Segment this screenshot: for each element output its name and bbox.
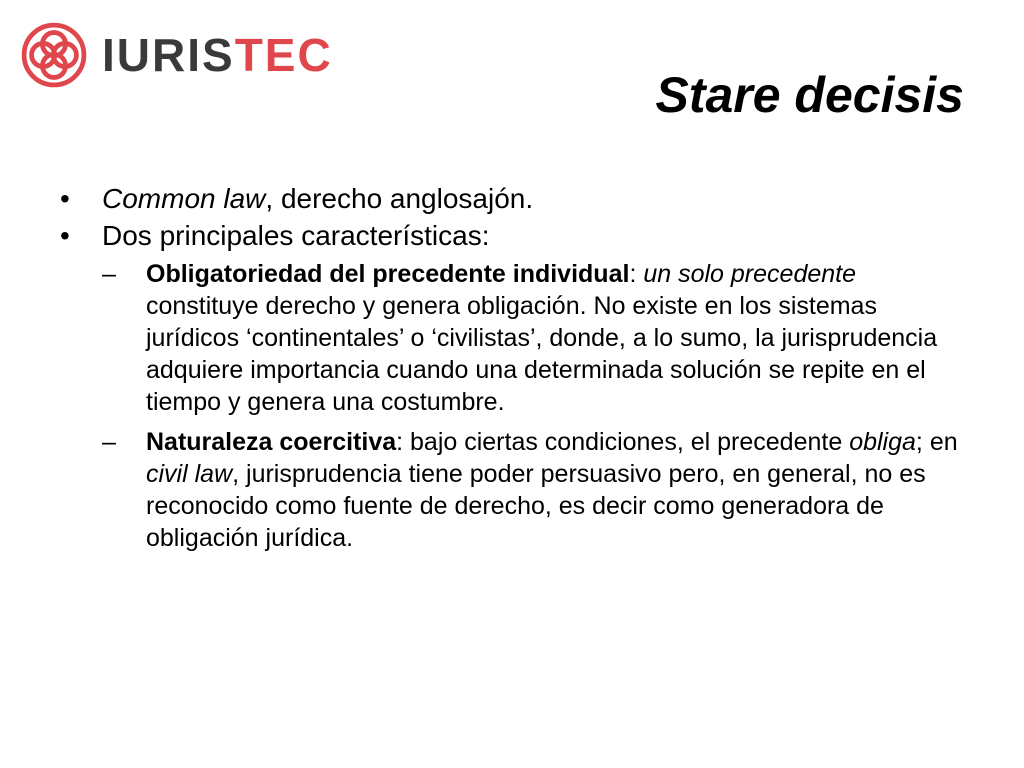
bullet-item-characteristics bbox=[60, 217, 970, 554]
sub-bullet-text: , jurisprudencia tiene poder persuasivo pero, en general, no es reconocido como fuente de derecho, es decir como generadora de obligación jurídica. bbox=[146, 460, 926, 552]
bullet-marker: • bbox=[60, 220, 70, 251]
slide-body bbox=[60, 180, 970, 562]
sub-bullet-heading: Obligatoriedad del precedente individual bbox=[146, 260, 630, 288]
bullet-text: , derecho anglosajón. bbox=[265, 183, 534, 214]
bullet-text: Dos principales características: bbox=[102, 220, 490, 251]
slide-title: Stare decisis bbox=[655, 67, 964, 123]
sub-bullet-italic: civil law bbox=[146, 460, 233, 488]
sub-bullet-heading: Naturaleza coercitiva bbox=[146, 428, 397, 456]
logo-word-tec: TEC bbox=[234, 29, 333, 81]
dash-marker: – bbox=[102, 260, 116, 288]
sub-bullet-naturaleza bbox=[102, 426, 970, 554]
logo-word-iuris: IURIS bbox=[102, 29, 235, 81]
logo-wordmark bbox=[102, 29, 333, 81]
dash-marker: – bbox=[102, 428, 116, 456]
brand-logo bbox=[20, 20, 333, 90]
sub-bullet-obligatoriedad bbox=[102, 258, 970, 418]
sub-bullet-list bbox=[102, 258, 970, 554]
rosette-logo-icon bbox=[20, 21, 88, 89]
sub-bullet-text: : bbox=[629, 260, 644, 288]
sub-bullet-text: ; en bbox=[915, 428, 958, 456]
sub-bullet-italic: obliga bbox=[849, 428, 916, 456]
sub-bullet-text: : bajo ciertas condiciones, el precedente bbox=[396, 428, 850, 456]
bullet-list bbox=[60, 180, 970, 554]
sub-bullet-text: constituye derecho y genera obligación. No existe en los sistemas jurídicos ‘continentales’ o ‘civilistas’, donde, a lo sumo, la jurisprudencia adquiere importancia cuando una determinada solución se repite en el tiempo y genera una costumbre. bbox=[146, 292, 938, 416]
sub-bullet-italic: un solo precedente bbox=[643, 260, 857, 288]
bullet-italic-term: Common law bbox=[102, 183, 266, 214]
bullet-item-common-law bbox=[60, 180, 970, 217]
bullet-marker: • bbox=[60, 183, 70, 214]
